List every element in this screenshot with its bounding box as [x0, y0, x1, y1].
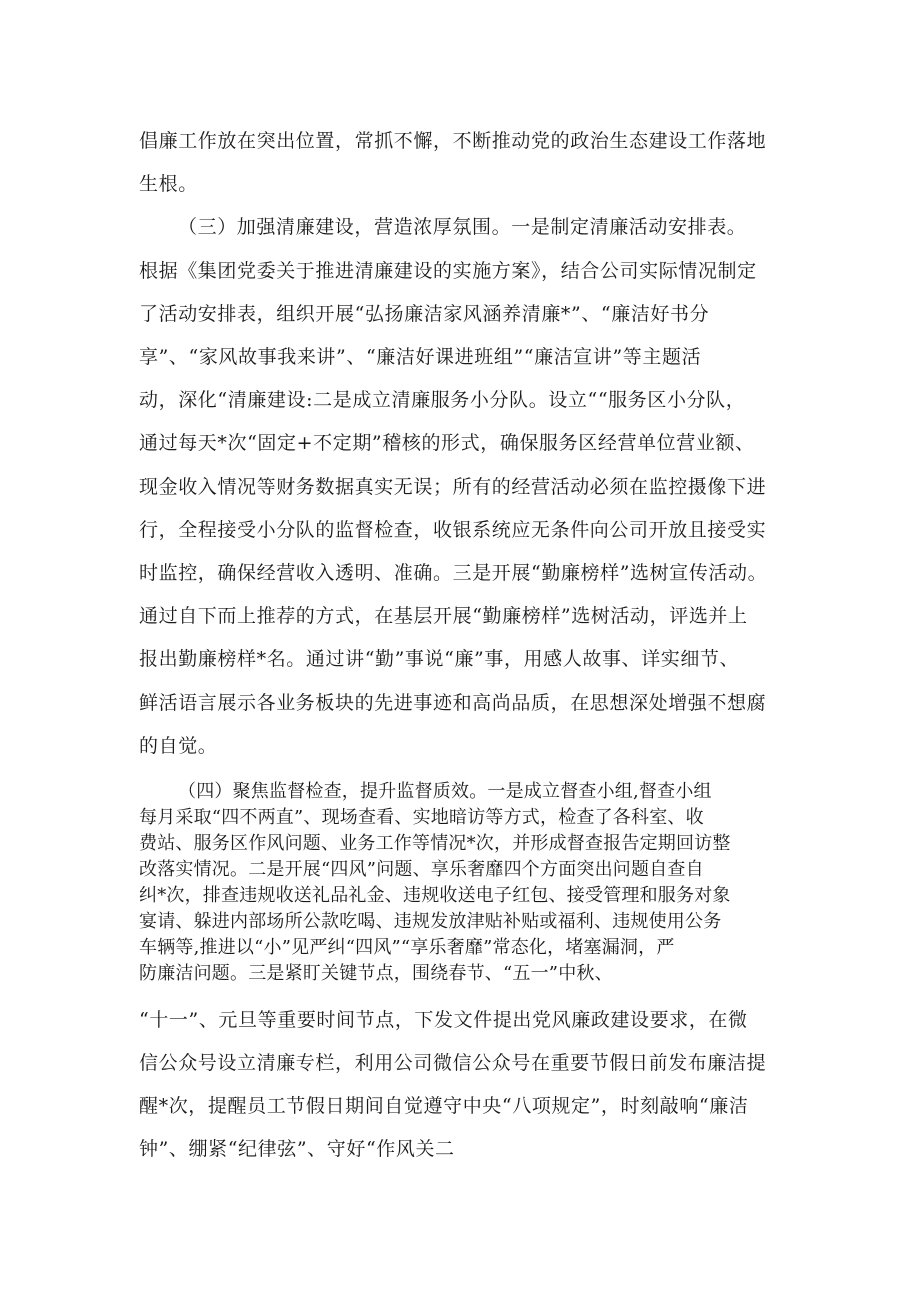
paragraph-line: 生根。 — [139, 173, 198, 195]
paragraph-line: 行，全程接受小分队的监督检查，收银系统应无条件向公司开放且接受实 — [139, 519, 767, 541]
paragraph-line: 现金收入情况等财务数据真实无误；所有的经营活动必须在监控摄像下进 — [139, 476, 767, 498]
section-heading-line: （四）聚焦监督检查，提升监督质效。一是成立督查小组,督查小组 — [178, 781, 712, 802]
paragraph-line: 倡廉工作放在突出位置，常抓不懈，不断推动党的政治生态建设工作落地 — [139, 130, 767, 152]
section-heading-line: （三）加强清廉建设，营造浓厚氛围。一是制定清廉活动安排表。 — [178, 216, 747, 238]
paragraph-line: 报出勤廉榜样*名。通过讲“勤”事说“廉”事，用感人故事、详实细节、 — [139, 648, 740, 670]
paragraph-line: 动，深化“清廉建设:二是成立清廉服务小分队。设立““服务区小分队， — [139, 389, 746, 411]
paragraph-line: 车辆等,推进以“小”见严纠“四风”“享乐奢靡”常态化，堵塞漏洞，严 — [139, 937, 675, 958]
paragraph-line: 信公众号设立清廉专栏，利用公司微信公众号在重要节假日前发布廉洁提 — [139, 1052, 767, 1074]
paragraph-line: 防廉洁问题。三是紧盯关键节点，围绕春节、“五一”中秋、 — [139, 963, 613, 984]
paragraph-line: 鲜活语言展示各业务板块的先进事迹和高尚品质，在思想深处增强不想腐 — [139, 692, 767, 714]
paragraph-line: 每月采取“四不两直”、现场查看、实地暗访等方式，检查了各科室、收 — [139, 807, 704, 828]
paragraph-line: 改落实情况。二是开展“四风”问题、享乐奢靡四个方面突出问题自查自 — [139, 859, 704, 880]
paragraph-line: 了活动安排表，组织开展“弘扬廉洁家风涵养清廉*”、“廉洁好书分 — [139, 303, 710, 325]
paragraph-line: 醒*次，提醒员工节假日期间自觉遵守中央“八项规定”，时刻敲响“廉洁 — [139, 1095, 749, 1117]
paragraph-line: 纠*次，排查违规收送礼品礼金、违规收送电子红包、接受管理和服务对象 — [139, 885, 731, 906]
paragraph-line: 的自觉。 — [139, 735, 218, 757]
paragraph-line: “十一”、元旦等重要时间节点，下发文件提出党风廉政建设要求，在微 — [139, 1009, 748, 1031]
paragraph-line: 通过每天*次“固定+不定期”稽核的形式，确保服务区经营单位营业额、 — [139, 432, 755, 454]
paragraph-line: 时监控，确保经营收入透明、准确。三是开展“勤廉榜样”选树宣传活动。 — [139, 562, 768, 584]
paragraph-line: 费站、服务区作风问题、业务工作等情况*次，并形成督查报告定期回访整 — [139, 833, 731, 854]
paragraph-line: 宴请、躲进内部场所公款吃喝、违规发放津贴补贴或福利、违规使用公务 — [139, 911, 722, 932]
paragraph-line: 享”、“家风故事我来讲”、“廉洁好课进班组”“廉洁宣讲”等主题活 — [139, 346, 702, 368]
paragraph-line: 通过自下而上推荐的方式，在基层开展“勤廉榜样”选树活动，评选并上 — [139, 605, 748, 627]
paragraph-line: 钟”、绷紧“纪律弦”、守好“作风关二 — [139, 1138, 455, 1160]
paragraph-line: 根据《集团党委关于推进清廉建设的实施方案》，结合公司实际情况制定 — [139, 260, 757, 282]
